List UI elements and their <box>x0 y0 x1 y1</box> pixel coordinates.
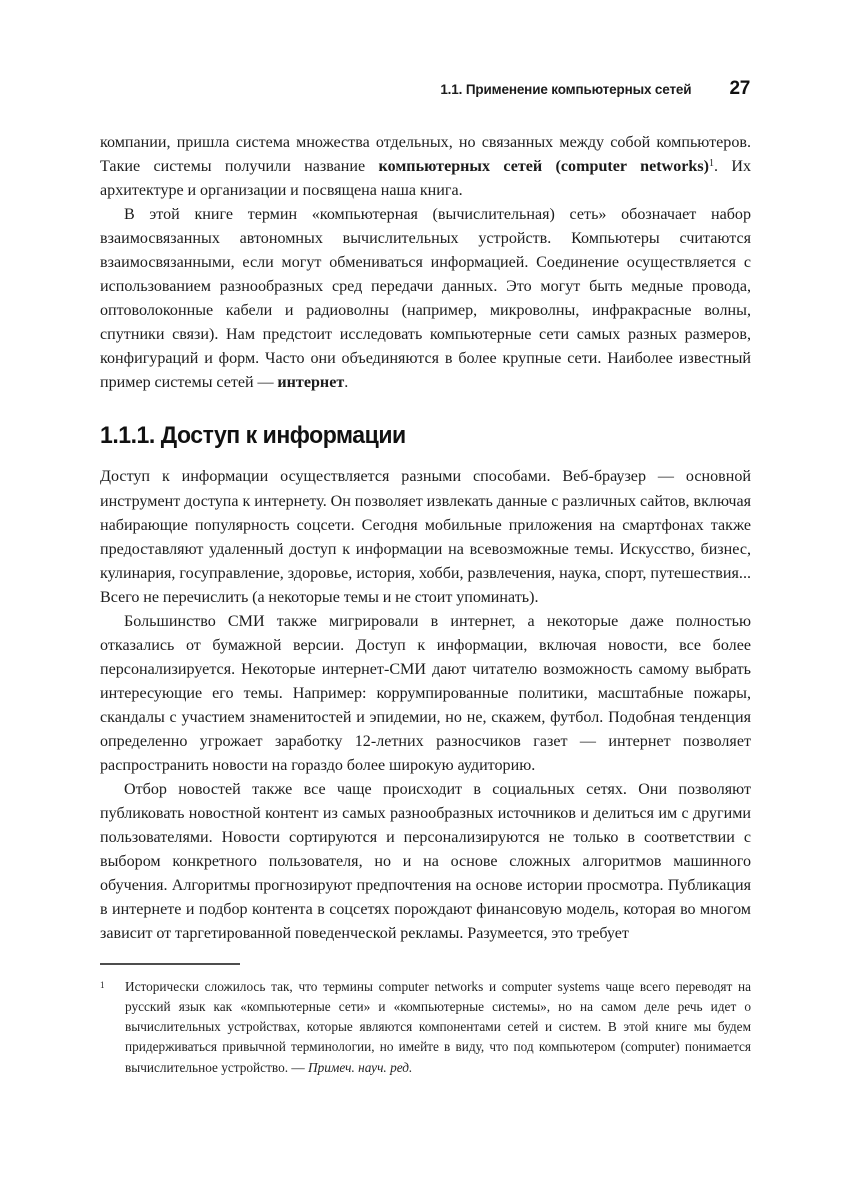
paragraph-3: Доступ к информации осуществляется разными способами. Веб-браузер — основной инструмент доступа к интернету. Он позволяет извлекать данные с различных сайтов, включая набирающие популярность соцсети. Сегодня мобильные приложения на смартфонах также предоставляют удаленный доступ к информации на всевозможные темы. Искусство, бизнес, кулинария, госуправление, здоровье, история, хобби, развлечения, наука, спорт, путешествия... Всего не перечислить (а некоторые темы и не стоит упоминать). <box>100 468 751 606</box>
text-column <box>100 131 751 946</box>
paragraph-1-text-before-bold: компании, пришла система множества отдельных, но связанных между собой компьютеров. Такие системы получили название <box>100 134 751 176</box>
footnote-separator-rule <box>100 963 240 965</box>
section-heading-1-1-1: 1.1.1. Доступ к информации <box>100 421 406 449</box>
paragraph-1-text-after-bold: . Их архитектуре и организации и посвящена наша книга. <box>100 158 751 200</box>
footnote-marker: 1 <box>100 979 105 990</box>
footnote-reference-1: 1 <box>708 157 714 169</box>
footnote-body: Исторически сложилось так, что термины computer networks и computer systems чаще всего переводят на русский язык как «компьютерные сети» и «компьютерные системы», но на самом деле речь идет о вычислительных устройствах, которые являются компонентами сетей и систем. В этой книге мы будем придерживаться привычной терминологии, но имейте в виду, что под компьютером (computer) понимается вычислительное устройство. — <box>125 978 751 1075</box>
paragraph-1 <box>100 131 751 203</box>
bold-term-computer-networks: компьютерных сетей (computer networks) <box>378 158 709 176</box>
footnote-attribution: Примеч. науч. ред. <box>308 1059 413 1075</box>
bold-term-internet: интернет <box>277 374 345 392</box>
paragraph-2 <box>100 203 751 395</box>
section-heading-block <box>100 423 751 450</box>
paragraph-5: Отбор новостей также все чаще происходит в социальных сетях. Они позволяют публиковать новостной контент из самых разнообразных источников и делиться им с другими пользователями. Новости сортируются и персонализируются не только в соответствии с выбором конкретного пользователя, но и на основе сложных алгоритмов машинного обучения. Алгоритмы прогнозируют предпочтения на основе истории просмотра. Публикация в интернете и подбор контента в соцсетях порождают финансовую модель, которая во многом зависит от таргетированной поведенческой рекламы. Разумеется, это требует <box>100 781 751 943</box>
footnote-text <box>125 977 751 1078</box>
paragraph-2-text-after-bold: . <box>344 374 349 392</box>
footnote-area <box>100 963 751 1078</box>
running-head <box>100 78 750 100</box>
footnote-1 <box>100 977 751 1078</box>
paragraph-2-text-before-bold: В этой книге термин «компьютерная (вычислительная) сеть» обозначает набор взаимосвязанных автономных вычислительных устройств. Компьютеры считаются взаимосвязанными, если могут обмениваться информацией. Соединение осуществляется с использованием разнообразных сред передачи данных. Это могут быть медные провода, оптоволоконные кабели и радиоволны (например, микроволны, инфракрасные волны, спутники связи). Нам предстоит исследовать компьютерные сети самых разных размеров, конфигураций и форм. Часто они объединяются в более крупные сети. Наиболее известный пример системы сетей — <box>100 206 751 392</box>
paragraph-4: Большинство СМИ также мигрировали в интернет, а некоторые даже полностью отказались от бумажной версии. Доступ к информации, включая новости, все более персонализируется. Некоторые интернет-СМИ дают читателю возможность самому выбрать интересующие его темы. Например: коррумпированные политики, масштабные пожары, скандалы с участием знаменитостей и эпидемии, но не, скажем, футбол. Подобная тенденция определенно угрожает заработку 12-летних разносчиков газет — интернет позволяет распространить новости на гораздо более широкую аудиторию. <box>100 612 751 775</box>
running-head-title: 1.1. Применение компьютерных сетей <box>440 82 692 97</box>
page-number: 27 <box>729 78 750 99</box>
